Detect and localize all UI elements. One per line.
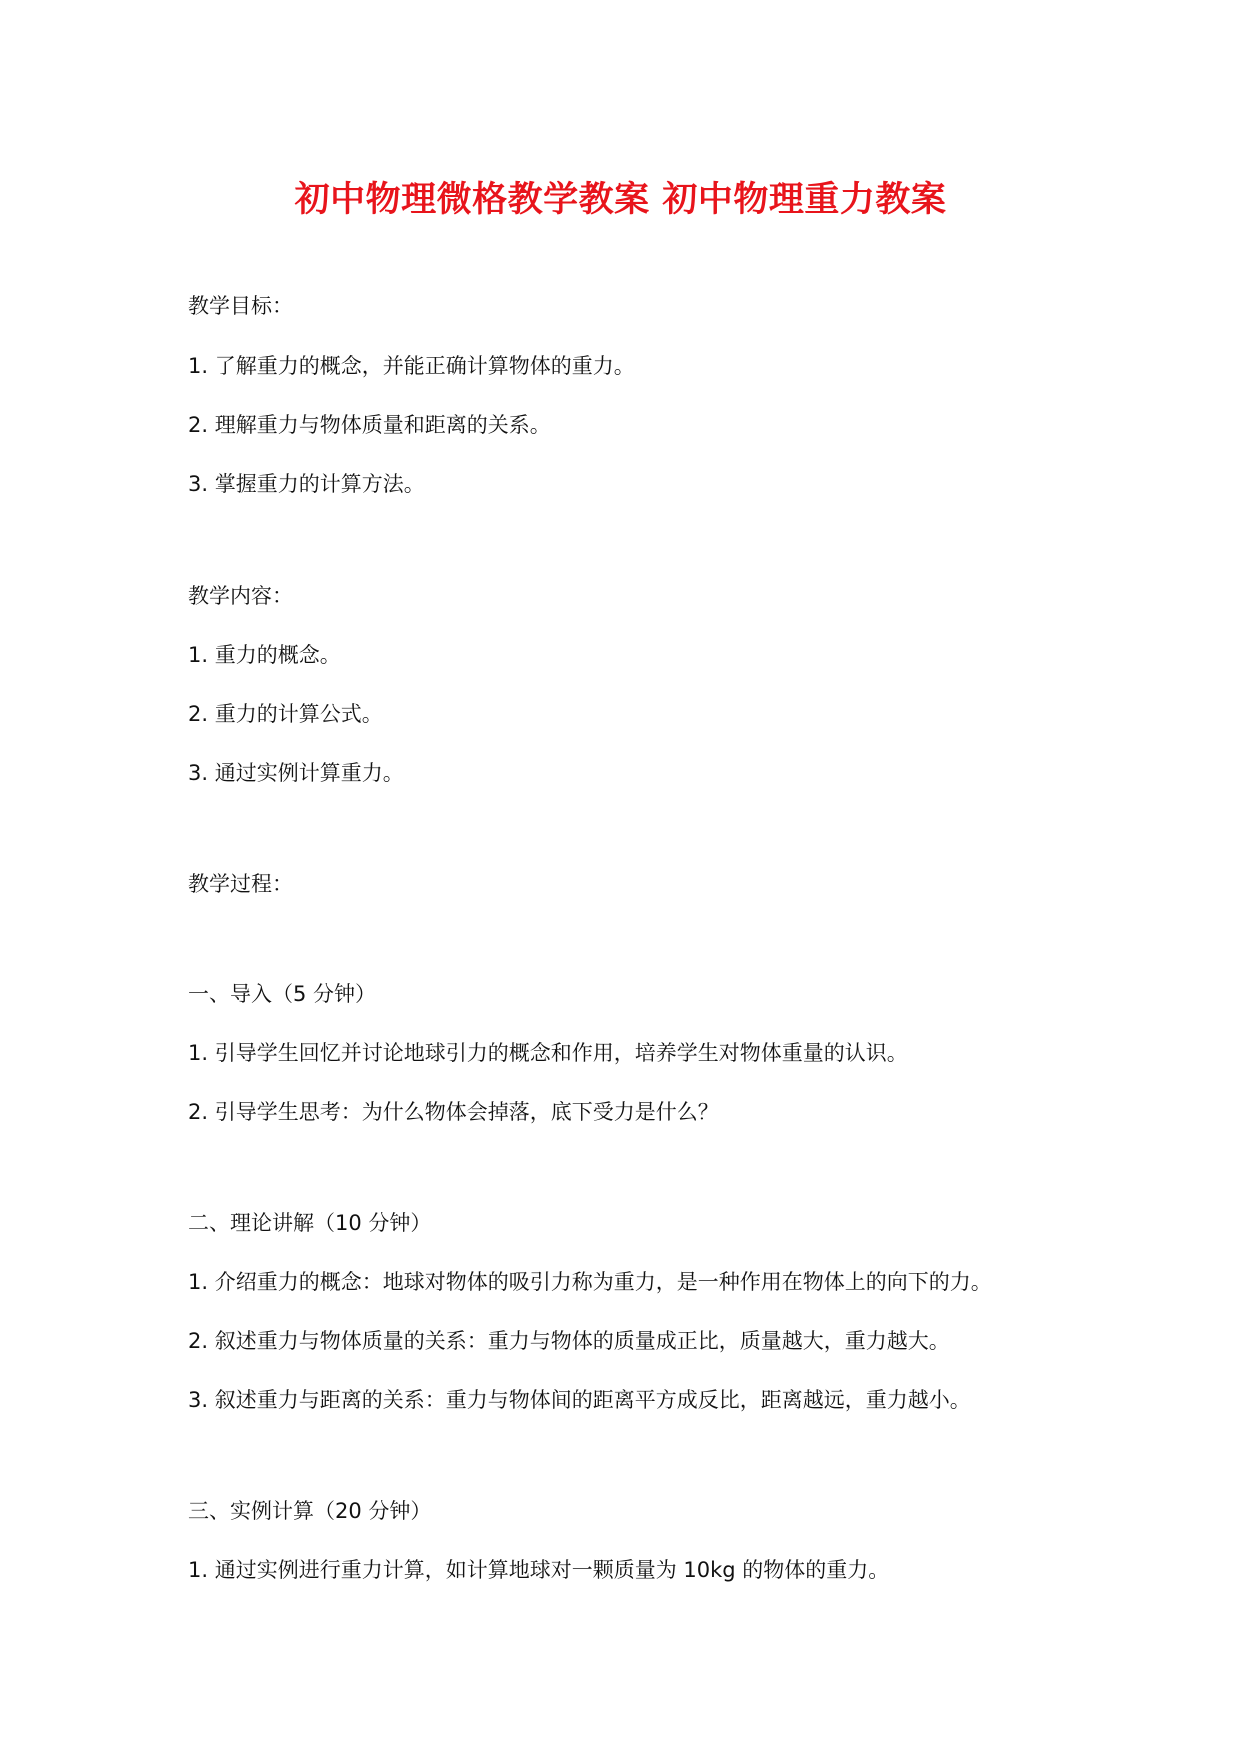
section2-heading: 二、理论讲解（10 分钟） bbox=[188, 1211, 432, 1235]
section2-item-1: 1. 介绍重力的概念：地球对物体的吸引力称为重力，是一种作用在物体上的向下的力。 bbox=[188, 1270, 992, 1294]
section2-item-3: 3. 叙述重力与距离的关系：重力与物体间的距离平方成反比，距离越远，重力越小。 bbox=[188, 1388, 971, 1412]
section1-item-2: 2. 引导学生思考：为什么物体会掉落，底下受力是什么？ bbox=[188, 1100, 719, 1124]
section2-item-2: 2. 叙述重力与物体质量的关系：重力与物体的质量成正比，质量越大，重力越大。 bbox=[188, 1329, 950, 1353]
content-item-3: 3. 通过实例计算重力。 bbox=[188, 761, 404, 785]
objectives-heading: 教学目标： bbox=[188, 294, 293, 318]
content-item-2: 2. 重力的计算公式。 bbox=[188, 702, 383, 726]
objective-item-2: 2. 理解重力与物体质量和距离的关系。 bbox=[188, 413, 551, 437]
objective-item-3: 3. 掌握重力的计算方法。 bbox=[188, 472, 425, 496]
process-heading: 教学过程： bbox=[188, 872, 293, 896]
objective-item-1: 1. 了解重力的概念，并能正确计算物体的重力。 bbox=[188, 354, 635, 378]
content-heading: 教学内容： bbox=[188, 584, 293, 608]
document-title: 初中物理微格教学教案 初中物理重力教案 bbox=[294, 180, 947, 220]
section3-heading: 三、实例计算（20 分钟） bbox=[188, 1499, 432, 1523]
section3-item-1: 1. 通过实例进行重力计算，如计算地球对一颗质量为 10kg 的物体的重力。 bbox=[188, 1558, 890, 1582]
content-item-1: 1. 重力的概念。 bbox=[188, 643, 341, 667]
section1-item-1: 1. 引导学生回忆并讨论地球引力的概念和作用，培养学生对物体重量的认识。 bbox=[188, 1041, 908, 1065]
section1-heading: 一、导入（5 分钟） bbox=[188, 982, 377, 1006]
